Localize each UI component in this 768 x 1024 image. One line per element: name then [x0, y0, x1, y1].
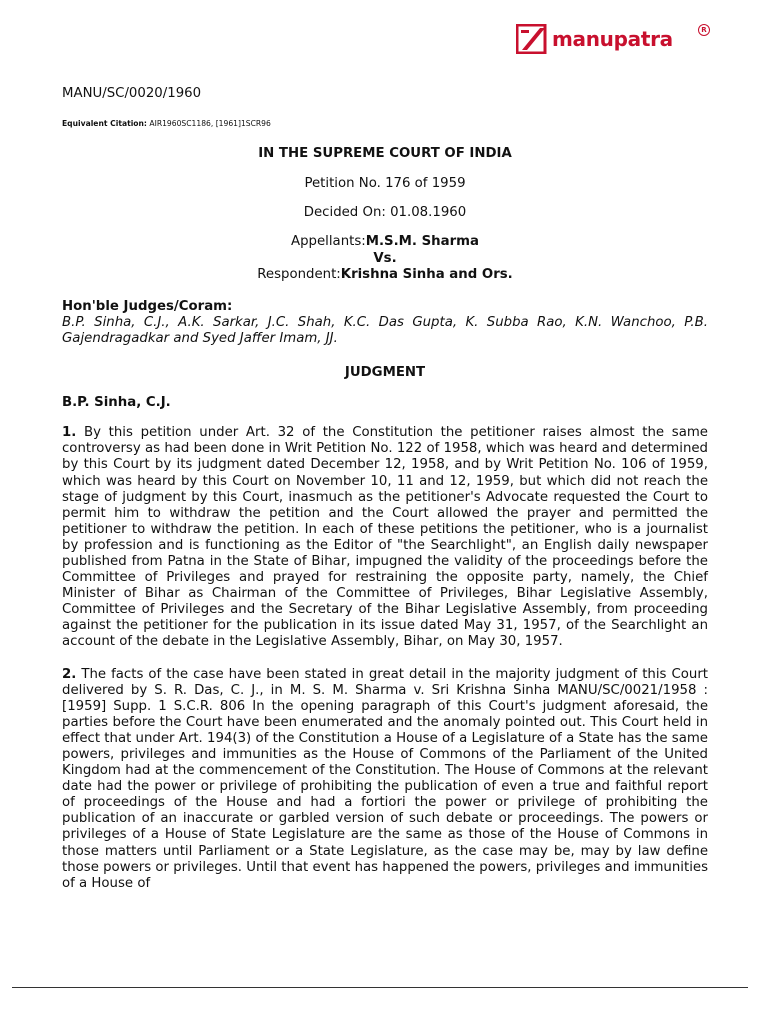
judges-names: B.P. Sinha, C.J., A.K. Sarkar, J.C. Shah, K.C. Das Gupta, K. Subba Rao, K.N. Wanchoo, P.B. Gajendragadkar and Syed Jaffer Imam, JJ. [62, 314, 708, 346]
registered-mark-icon: R [698, 24, 710, 36]
respondent-line [62, 267, 708, 283]
paragraph-number: 1. [62, 425, 77, 441]
appellants-name: M.S.M. Sharma [365, 234, 479, 250]
parties-block [62, 234, 708, 282]
petition-number: Petition No. 176 of 1959 [304, 176, 466, 192]
logo-text: manupatra [552, 27, 673, 51]
court-name: IN THE SUPREME COURT OF INDIA [258, 146, 512, 162]
respondent-label: Respondent: [257, 266, 341, 282]
appellants-label: Appellants: [291, 234, 366, 250]
versus: Vs. [373, 250, 397, 266]
document-body [62, 86, 708, 908]
manupatra-logo-icon [516, 24, 548, 54]
appellants-line [62, 234, 708, 250]
respondent-name: Krishna Sinha and Ors. [340, 266, 513, 282]
citation-id: MANU/SC/0020/1960 [62, 86, 202, 101]
paragraph [62, 667, 708, 892]
equivalent-citation-label: Equivalent Citation: [62, 119, 147, 129]
decided-date: Decided On: 01.08.1960 [303, 205, 467, 221]
equivalent-citation-value: AIR1960SC1186, [1961]1SCR96 [149, 119, 271, 129]
judges-heading: Hon'ble Judges/Coram: [62, 298, 233, 314]
paragraph-text: By this petition under Art. 32 of the Constitution the petitioner raises almost the same controversy as had been done in Writ Petition No. 122 of 1958, which was heard and determined by this Court by its judgment dated December 12, 1958, and by Writ Petition No. 106 of 1959, which was heard by this Court on November 10, 11 and 12, 1959, but which did not reach the stage of judgment by this Court, inasmuch as the petitioner's Advocate requested the Court to permit him to withdraw the petition and the Court allowed the prayer and permitted the petitioner to withdraw the petition. In each of these petitions the petitioner, who is a journalist by profession and is functioning as the Editor of "the Searchlight", an English daily newspaper published from Patna in the State of Bihar, impugned the validity of the proceedings before the Committee of Privileges and prayed for restraining the opposite party, namely, the Chief Minister of Bihar as Chairman of the Committee of Privileges, Bihar Legislative Assembly, Committee of Privileges and the Secretary of the Bihar Legislative Assembly, from proceeding against the petitioner for the publication in its issue dated May 31, 1957, of the Searchlight an account of the debate in the Legislative Assembly, Bihar, on May 30, 1957. [62, 425, 708, 650]
footer-divider [12, 987, 748, 988]
paragraph-number: 2. [62, 666, 77, 682]
paragraph-text: The facts of the case have been stated in great detail in the majority judgment of this Court delivered by S. R. Das, C. J., in M. S. M. Sharma v. Sri Krishna Sinha MANU/SC/0021/1958 : [1959] Supp. 1 S.C.R. 806 In the opening paragraph of this Court's judgment aforesaid, the parties before the Court have been enumerated and the anomaly pointed out. This Court held in effect that under Art. 194(3) of the Constitution a House of a Legislature of a State has the same powers, privileges and immunities as the House of Commons of the Parliament of the United Kingdom had at the commencement of the Constitution. The House of Commons at the relevant date had the power or privilege of prohibiting the publication of even a true and faithful report of proceedings of the House and had a fortiori the power or privilege of prohibiting the publication of an inaccurate or garbled version of such debate or proceedings. The powers or privileges of a House of State Legislature are the same as those of the House of Commons in those matters until Parliament or a State Legislature, as the case may be, may by law define those powers or privileges. Until that event has happened the powers, privileges and immunities of a House of [62, 666, 709, 891]
judgment-author: B.P. Sinha, C.J. [62, 395, 171, 411]
manupatra-logo [516, 22, 707, 56]
judgment-heading: JUDGMENT [344, 365, 426, 381]
equivalent-citation [62, 116, 708, 132]
paragraph [62, 425, 708, 650]
